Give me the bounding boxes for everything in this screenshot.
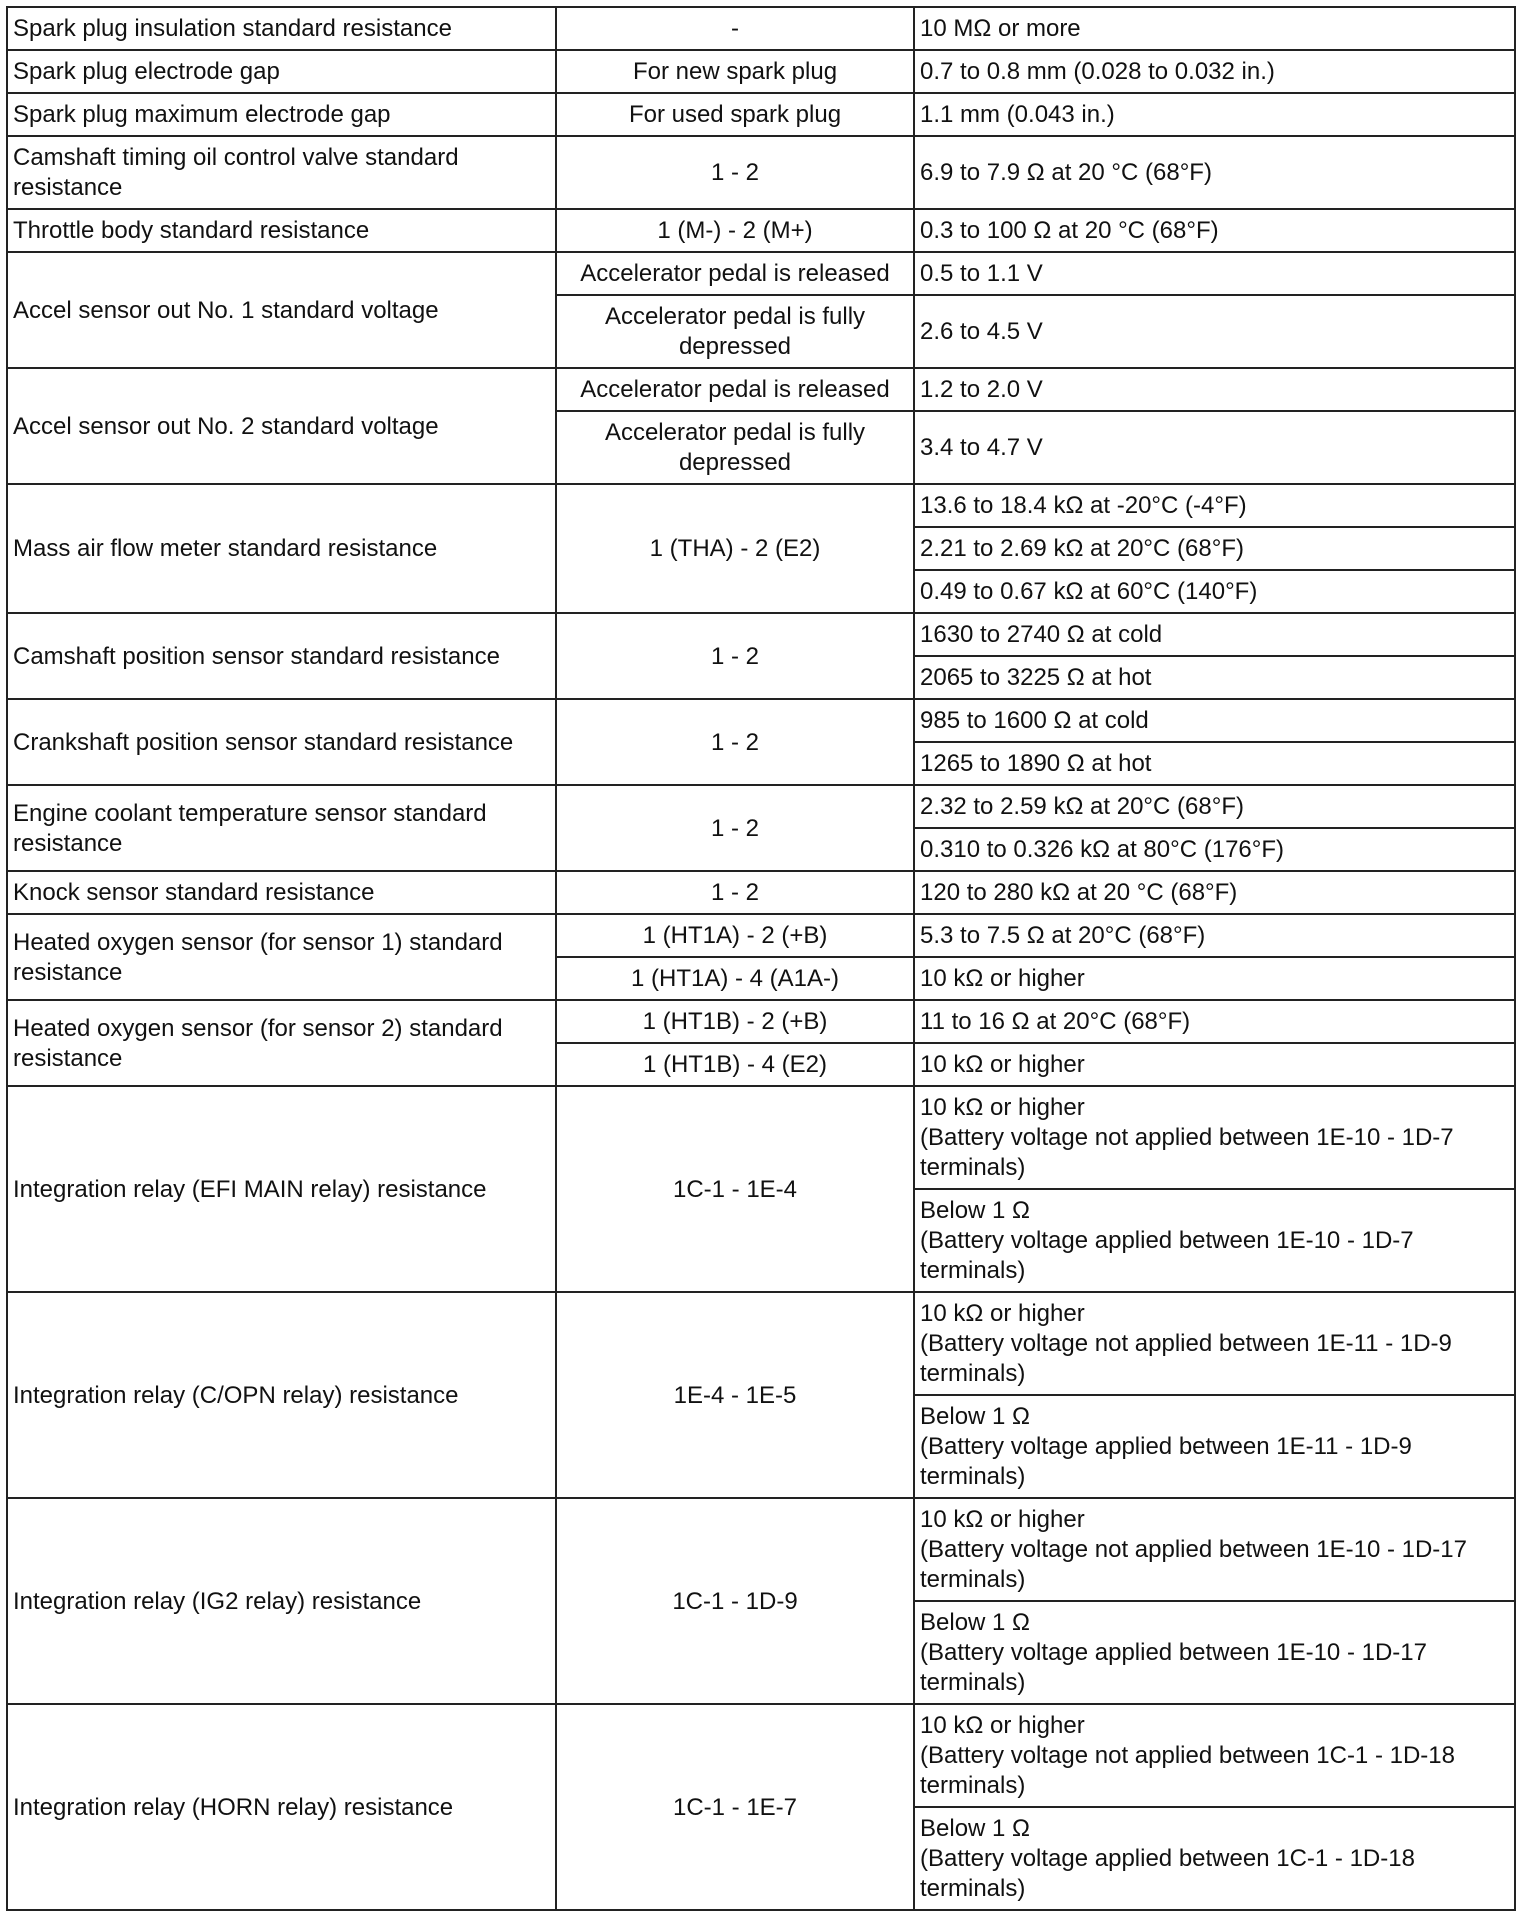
- item-cell: Integration relay (HORN relay) resistance: [7, 1704, 556, 1910]
- table-row: [7, 914, 1515, 957]
- table-row: [7, 785, 1515, 828]
- value-cell: 3.4 to 4.7 V: [914, 411, 1515, 484]
- condition-cell: Accelerator pedal is released: [556, 368, 914, 411]
- value-cell: Below 1 Ω (Battery voltage applied between 1E-11 - 1D-9 terminals): [914, 1395, 1515, 1498]
- item-cell: Accel sensor out No. 1 standard voltage: [7, 252, 556, 368]
- value-cell: 10 kΩ or higher (Battery voltage not applied between 1E-10 - 1D-17 terminals): [914, 1498, 1515, 1601]
- value-cell: 2.21 to 2.69 kΩ at 20°C (68°F): [914, 527, 1515, 570]
- value-cell: 10 MΩ or more: [914, 7, 1515, 50]
- value-cell: 985 to 1600 Ω at cold: [914, 699, 1515, 742]
- table-row: [7, 7, 1515, 50]
- table-row: [7, 1498, 1515, 1601]
- value-cell: 1.2 to 2.0 V: [914, 368, 1515, 411]
- item-cell: Heated oxygen sensor (for sensor 2) standard resistance: [7, 1000, 556, 1086]
- spec-table-body: [7, 7, 1515, 1910]
- item-cell: Integration relay (C/OPN relay) resistance: [7, 1292, 556, 1498]
- value-cell: Below 1 Ω (Battery voltage applied between 1E-10 - 1D-7 terminals): [914, 1189, 1515, 1292]
- condition-cell: 1 (HT1B) - 4 (E2): [556, 1043, 914, 1086]
- value-cell: 10 kΩ or higher: [914, 957, 1515, 1000]
- value-cell: 0.310 to 0.326 kΩ at 80°C (176°F): [914, 828, 1515, 871]
- item-cell: Camshaft timing oil control valve standard resistance: [7, 136, 556, 209]
- table-row: [7, 50, 1515, 93]
- value-cell: 1630 to 2740 Ω at cold: [914, 613, 1515, 656]
- table-row: [7, 871, 1515, 914]
- item-cell: Knock sensor standard resistance: [7, 871, 556, 914]
- table-row: [7, 1086, 1515, 1189]
- condition-cell: 1 (HT1B) - 2 (+B): [556, 1000, 914, 1043]
- table-row: [7, 93, 1515, 136]
- condition-cell: 1 (M-) - 2 (M+): [556, 209, 914, 252]
- table-row: [7, 613, 1515, 656]
- item-cell: Mass air flow meter standard resistance: [7, 484, 556, 613]
- value-cell: 10 kΩ or higher: [914, 1043, 1515, 1086]
- value-cell: 6.9 to 7.9 Ω at 20 °C (68°F): [914, 136, 1515, 209]
- item-cell: Integration relay (IG2 relay) resistance: [7, 1498, 556, 1704]
- item-cell: Crankshaft position sensor standard resistance: [7, 699, 556, 785]
- table-row: [7, 136, 1515, 209]
- condition-cell: Accelerator pedal is released: [556, 252, 914, 295]
- value-cell: 2065 to 3225 Ω at hot: [914, 656, 1515, 699]
- value-cell: 10 kΩ or higher (Battery voltage not applied between 1E-10 - 1D-7 terminals): [914, 1086, 1515, 1189]
- item-cell: Spark plug maximum electrode gap: [7, 93, 556, 136]
- value-cell: Below 1 Ω (Battery voltage applied between 1E-10 - 1D-17 terminals): [914, 1601, 1515, 1704]
- table-row: [7, 1704, 1515, 1807]
- condition-cell: 1C-1 - 1E-7: [556, 1704, 914, 1910]
- condition-cell: 1 (HT1A) - 4 (A1A-): [556, 957, 914, 1000]
- item-cell: Camshaft position sensor standard resistance: [7, 613, 556, 699]
- condition-cell: 1 - 2: [556, 699, 914, 785]
- condition-cell: 1 (THA) - 2 (E2): [556, 484, 914, 613]
- table-row: [7, 1000, 1515, 1043]
- condition-cell: For new spark plug: [556, 50, 914, 93]
- condition-cell: 1 (HT1A) - 2 (+B): [556, 914, 914, 957]
- item-cell: Integration relay (EFI MAIN relay) resistance: [7, 1086, 556, 1292]
- table-row: [7, 368, 1515, 411]
- table-row: [7, 209, 1515, 252]
- condition-cell: Accelerator pedal is fully depressed: [556, 295, 914, 368]
- condition-cell: 1C-1 - 1D-9: [556, 1498, 914, 1704]
- item-cell: Spark plug insulation standard resistance: [7, 7, 556, 50]
- condition-cell: 1E-4 - 1E-5: [556, 1292, 914, 1498]
- value-cell: 5.3 to 7.5 Ω at 20°C (68°F): [914, 914, 1515, 957]
- condition-cell: 1C-1 - 1E-4: [556, 1086, 914, 1292]
- value-cell: 0.49 to 0.67 kΩ at 60°C (140°F): [914, 570, 1515, 613]
- condition-cell: Accelerator pedal is fully depressed: [556, 411, 914, 484]
- table-row: [7, 699, 1515, 742]
- value-cell: Below 1 Ω (Battery voltage applied between 1C-1 - 1D-18 terminals): [914, 1807, 1515, 1910]
- condition-cell: For used spark plug: [556, 93, 914, 136]
- table-row: [7, 484, 1515, 527]
- table-row: [7, 252, 1515, 295]
- spec-table: [6, 6, 1516, 1911]
- table-row: [7, 1292, 1515, 1395]
- value-cell: 120 to 280 kΩ at 20 °C (68°F): [914, 871, 1515, 914]
- value-cell: 0.3 to 100 Ω at 20 °C (68°F): [914, 209, 1515, 252]
- value-cell: 1.1 mm (0.043 in.): [914, 93, 1515, 136]
- value-cell: 13.6 to 18.4 kΩ at -20°C (-4°F): [914, 484, 1515, 527]
- value-cell: 0.5 to 1.1 V: [914, 252, 1515, 295]
- value-cell: 1265 to 1890 Ω at hot: [914, 742, 1515, 785]
- condition-cell: -: [556, 7, 914, 50]
- item-cell: Throttle body standard resistance: [7, 209, 556, 252]
- condition-cell: 1 - 2: [556, 613, 914, 699]
- item-cell: Engine coolant temperature sensor standard resistance: [7, 785, 556, 871]
- condition-cell: 1 - 2: [556, 871, 914, 914]
- condition-cell: 1 - 2: [556, 785, 914, 871]
- item-cell: Heated oxygen sensor (for sensor 1) standard resistance: [7, 914, 556, 1000]
- condition-cell: 1 - 2: [556, 136, 914, 209]
- value-cell: 10 kΩ or higher (Battery voltage not applied between 1C-1 - 1D-18 terminals): [914, 1704, 1515, 1807]
- item-cell: Spark plug electrode gap: [7, 50, 556, 93]
- value-cell: 2.6 to 4.5 V: [914, 295, 1515, 368]
- value-cell: 2.32 to 2.59 kΩ at 20°C (68°F): [914, 785, 1515, 828]
- value-cell: 11 to 16 Ω at 20°C (68°F): [914, 1000, 1515, 1043]
- value-cell: 0.7 to 0.8 mm (0.028 to 0.032 in.): [914, 50, 1515, 93]
- value-cell: 10 kΩ or higher (Battery voltage not applied between 1E-11 - 1D-9 terminals): [914, 1292, 1515, 1395]
- item-cell: Accel sensor out No. 2 standard voltage: [7, 368, 556, 484]
